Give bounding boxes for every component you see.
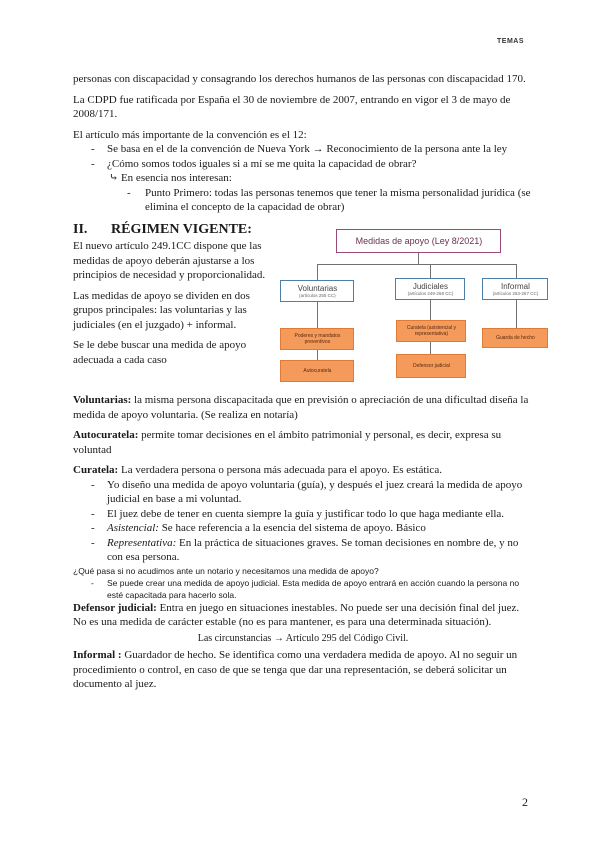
informal-box [482, 278, 548, 300]
definition-text: Entra en juego en situaciones inestables. No puede ser una decisión final del juez. No es una medida de carácter estable (no es para mantener, es para una determinada situación). [73, 601, 520, 628]
curatela-box: Curatela (asistencial y representativa) [396, 320, 466, 342]
voluntarias-box [280, 280, 354, 302]
page-number: 2 [522, 795, 528, 809]
informal-definition [73, 648, 533, 692]
connector [430, 264, 431, 278]
definition-text: La verdadera persona o persona más adecuada para el apoyo. Es estática. [118, 464, 442, 476]
voluntarias-subtitle: (artículos 255 CC) [299, 292, 336, 298]
article-12-list [73, 142, 533, 171]
list-item: - Yo diseño una medida de apoyo voluntaria (guía), y después el juez creará la medida de apoyo judicial en base a mi voluntad. [73, 478, 533, 507]
regimen-block [73, 235, 539, 387]
section-title: RÉGIMEN VIGENTE: [111, 221, 252, 237]
circunstancias-note: Las circunstancias → Artículo 295 del Código Civil. [197, 632, 409, 644]
list-item: - El juez debe de tener en cuenta siempre la guía y justificar todo lo que haga mediante ella. [73, 507, 533, 522]
sub-list [73, 186, 533, 215]
list-item: - Se basa en el de la convención de Nueva York → Reconocimiento de la persona ante la ley [73, 142, 533, 157]
connector [516, 264, 517, 278]
list-item: - ¿Cómo somos todos iguales si a mí se me quita la capacidad de obrar? [73, 157, 533, 172]
definition-text: permite tomar decisiones en el ámbito patrimonial y personal, es decir, expresa su voluntad [73, 429, 502, 456]
intro-paragraph-1: personas con discapacidad y consagrando los derechos humanos de las personas con discapacidad 170. [73, 73, 526, 85]
term: Asistencial: [107, 522, 159, 534]
definition-text: Se hace referencia a la esencia del sistema de apoyo. Básico [158, 522, 426, 534]
term: Defensor judicial: [73, 601, 157, 614]
answer-list [73, 577, 533, 601]
voluntarias-definition [73, 393, 533, 422]
list-item: - Se puede crear una medida de apoyo judicial. Esta medida de apoyo entrará en acción cuando la persona no esté capacitada para hacerlo sola. [73, 577, 533, 601]
autocuratela-definition [73, 428, 533, 457]
connector [430, 300, 431, 320]
judiciales-box [395, 278, 465, 300]
list-item [73, 536, 533, 565]
connector [317, 302, 318, 328]
intro-paragraph-3: El artículo más importante de la convención es el 12: [73, 128, 307, 141]
section-number: II. [73, 221, 88, 237]
connector [418, 253, 419, 264]
diagram-title-box: Medidas de apoyo (Ley 8/2021) [336, 229, 501, 253]
support-measures-diagram [266, 217, 539, 387]
voluntarias-title: Voluntarias [297, 283, 338, 293]
autocuratela-box: Autocuratela [280, 360, 354, 382]
informal-title: Informal [500, 281, 530, 291]
definition-text: En la práctica de situaciones graves. Se toman decisiones en nombre de, y no con esa persona. [107, 536, 519, 563]
connector [317, 350, 318, 360]
curatela-definition [73, 463, 533, 478]
term: Representativa: [107, 536, 177, 549]
question-text: ¿Qué pasa si no acudimos ante un notario y necesitamos una medida de apoyo? [73, 565, 379, 576]
defensor-definition [73, 601, 533, 630]
connector [516, 300, 517, 328]
list-item: - Punto Primero: todas las personas tenemos que tener la misma personalidad jurídica (se elimina el concepto de la capacidad de obrar) [73, 186, 533, 215]
guarda-box: Guarda de hecho [482, 328, 548, 348]
term: Informal : [73, 649, 122, 661]
term: Voluntarias: [73, 394, 132, 406]
regimen-paragraph-2: Las medidas de apoyo se dividen en dos grupos principales: las voluntarias y las judiciales (en el juzgado) + informal. [73, 289, 250, 331]
term: Autocuratela: [73, 429, 139, 441]
definition-text: la misma persona discapacitada que en previsión o apreciación de una dificultad diseña la medida de apoyo voluntaria. (Se realiza en notaría) [73, 394, 529, 421]
header-tag: TEMAS [497, 38, 524, 45]
informal-subtitle: (artículos 263-267 CC) [492, 290, 539, 296]
curatela-list [73, 478, 533, 565]
judiciales-subtitle: (artículos 249-268 CC) [407, 290, 454, 296]
regimen-text [73, 239, 272, 387]
list-item [73, 521, 533, 536]
connector [317, 264, 318, 280]
sub-note: ⤷ En esencia nos interesan: [109, 172, 232, 184]
page-content [73, 72, 539, 692]
connector [430, 342, 431, 354]
regimen-paragraph-1: El nuevo artículo 249.1CC dispone que las medidas de apoyo deberán ajustarse a los principios de necesidad y proporcionalidad. [73, 240, 266, 281]
intro-paragraph-2: La CDPD fue ratificada por España el 30 de noviembre de 2007, entrando en vigor el 3 de mayo de 2008/171. [73, 93, 511, 120]
regimen-paragraph-3: Se le debe buscar una medida de apoyo adecuada a cada caso [73, 339, 247, 366]
term: Curatela: [73, 464, 119, 476]
poderes-box: Poderes y mandatos preventivos [280, 328, 354, 350]
defensor-box: Defensor judicial [396, 354, 466, 378]
definition-text: Guardador de hecho. Se identifica como una verdadera medida de apoyo. Al no seguir un procedimiento o control, en caso de que se tenga que dar una representación, se deberá solicitar un documento al juez. [73, 649, 518, 690]
connector [317, 264, 516, 265]
judiciales-title: Judiciales [412, 281, 448, 291]
